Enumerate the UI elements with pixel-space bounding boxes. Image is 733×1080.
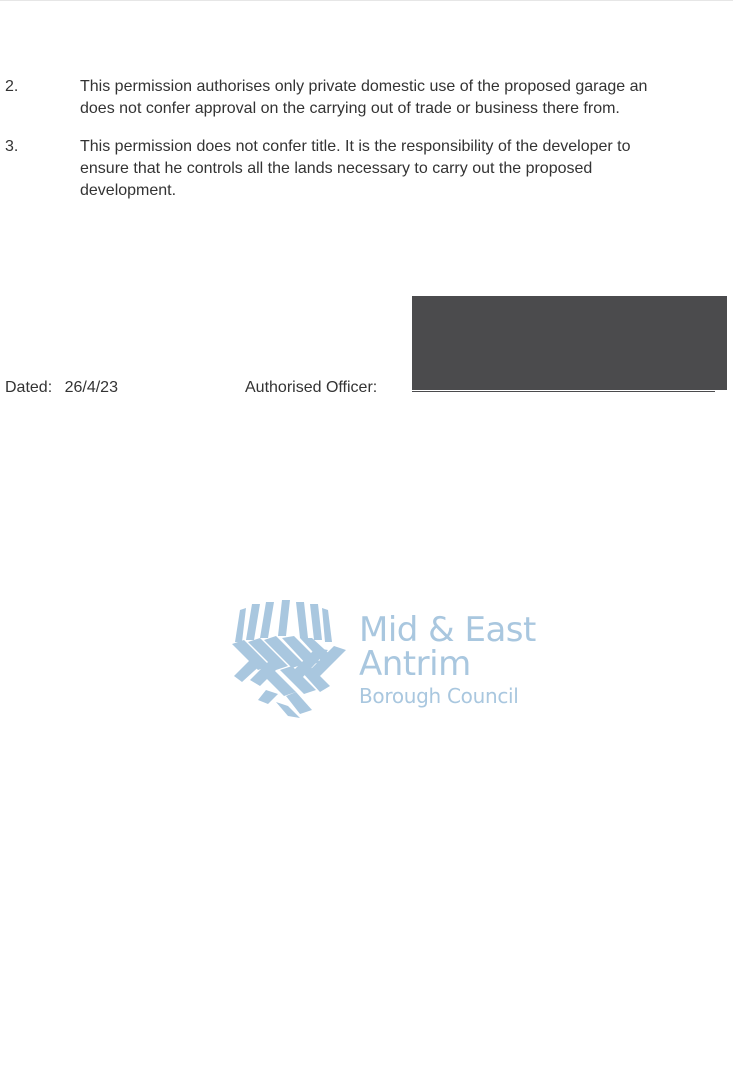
condition-text: This permission authorises only private domestic use of the proposed garage an does not confer approval on the carrying out of trade or business there from. [80,78,648,117]
logo-line-mid-east: Mid & East [359,610,536,650]
condition-number: 2. [5,78,19,95]
dated-value: 26/4/23 [64,379,118,396]
logo-line-antrim: Antrim [359,644,471,684]
condition-text: This permission does not confer title. It is the responsibility of the developer to ensure that he controls all the lands necessary to carry out the proposed development. [80,138,631,199]
signature-underline [412,391,715,392]
dated-line [5,377,118,399]
dated-label: Dated: [5,379,53,396]
woven-pattern-logo-icon [230,600,348,718]
logo-line-borough-council: Borough Council [359,684,519,708]
authorised-officer-label: Authorised Officer: [245,379,378,396]
condition-number: 3. [5,138,19,155]
top-divider [0,0,733,1]
signature-redaction [412,296,727,390]
council-logo [230,600,540,720]
logo-wordmark [359,610,536,711]
